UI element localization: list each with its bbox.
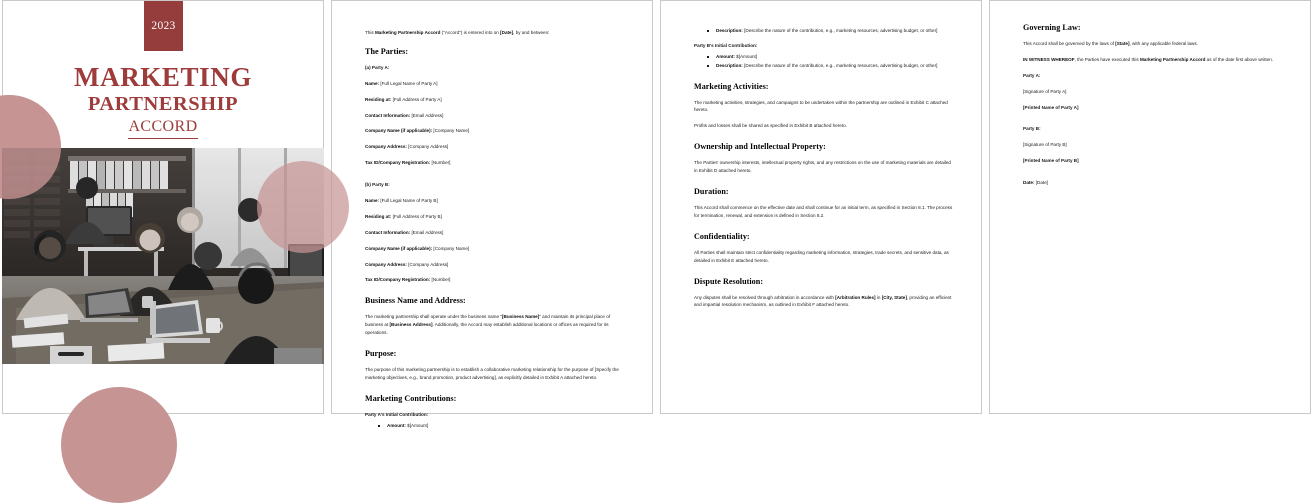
description-value: [Describe the nature of the contribution, e.g., marketing resources, advertising budget, or other]: [744, 62, 938, 68]
document-page-3[interactable]: [660, 0, 982, 414]
confidentiality-paragraph: All Parties shall maintain strict confidentiality regarding marketing information, strategies, trade secrets, and sensitive data, as detailed in Exhibit E attached hereto.: [694, 249, 949, 263]
text-segment: , with any applicable federal laws.: [1129, 41, 1198, 46]
ownership-paragraph: The Parties' ownership interests, intellectual property rights, and any restrictions on the use of marketing materials are detailed in Exhibit D attached hereto.: [694, 160, 951, 174]
description-label: Description:: [716, 28, 743, 33]
list-item: [365, 422, 624, 430]
amount-label: Amount:: [387, 422, 406, 428]
text-segment: The marketing partnership shall operate under the business name ": [365, 314, 502, 320]
duration-paragraph: This Accord shall commence on the effective date and shall continue for an initial term, as specified in Section 8.1. The process for termination, renewal, and extension is defined in Section 8.2.: [694, 205, 953, 218]
activities-paragraph-1: The marketing activities, strategies, and campaigns to be undertaken within the partnership are outlined in Exhibit C attached hereto.: [694, 99, 948, 113]
heading-governing-law: Governing Law:: [1023, 23, 1081, 32]
party-a-field-name: [365, 80, 624, 88]
governing-law-paragraph: [1023, 40, 1282, 48]
purpose-paragraph: The purpose of this marketing partnership is to establish a collaborative marketing relationship for the purpose of [Specify the marketing objectives, e.g., brand promotion, product advertising], as explicitly detailed in Exhibit A attached hereto.: [365, 367, 619, 380]
heading-purpose: Purpose:: [365, 349, 397, 359]
party-a-field-residing: [365, 96, 624, 104]
list-item: [694, 27, 953, 35]
text-segment: This Accord shall be governed by the laws of: [1023, 41, 1116, 46]
party-a-field-tax-id: [365, 159, 624, 167]
field-label: Name:: [365, 198, 380, 204]
printed-name-party-a[interactable]: [Printed Name of Party A]: [1023, 104, 1079, 110]
year-badge: 2023: [144, 1, 183, 51]
heading-marketing-activities: Marketing Activities:: [694, 81, 769, 91]
intro-paragraph: This Marketing Partnership Accord ("Accord") is entered into on [Date], by and between:: [365, 30, 550, 35]
heading-confidentiality: Confidentiality:: [694, 231, 750, 241]
text-segment: Any disputes shall be resolved through arbitration in accordance with: [694, 294, 836, 300]
party-b-field-name: [365, 197, 624, 205]
party-a-field-company-address: [365, 143, 624, 151]
text-segment: , the Parties have executed this: [1074, 56, 1140, 62]
page-2-content: [365, 29, 624, 437]
text-segment: . Additionally, the Accord may establish additional locations or offices as required for its operations.: [365, 322, 609, 336]
field-value: [Company Name]: [433, 128, 470, 134]
field-value: [Full Legal Name of Party B]: [380, 198, 438, 204]
date-value: [Date]: [1035, 180, 1049, 186]
page-4-content: [1023, 11, 1282, 195]
text-segment: " and maintain its principal place of business at: [365, 314, 611, 328]
description-label: Description:: [716, 62, 743, 68]
field-value: [Company Name]: [433, 245, 470, 251]
party-b-field-company-address: [365, 261, 624, 269]
field-value: [Email Address]: [411, 229, 444, 235]
party-b-field-company-name: [365, 245, 624, 253]
placeholder-state: [State]: [1115, 41, 1130, 46]
field-value: [Number]: [431, 160, 451, 166]
decorative-circle-bottom: [61, 387, 177, 503]
amount-value: $[Amount]: [736, 53, 758, 59]
placeholder-arbitration-rules: [Arbitration Rules]: [835, 294, 876, 300]
intro-bold-date: [Date]: [500, 30, 514, 35]
accord-name-bold: Marketing Partnership Accord: [1139, 56, 1206, 62]
field-label: Residing at:: [365, 96, 392, 102]
cover-title-line-3: ACCORD: [128, 117, 197, 139]
activities-paragraph-2: Profits and losses shall be shared as specified in Exhibit B attached hereto.: [694, 123, 847, 129]
document-page-1[interactable]: [2, 0, 324, 414]
cover-title-line-1: MARKETING: [74, 62, 252, 92]
business-paragraph: [365, 313, 624, 337]
description-value: [Describe the nature of the contribution, e.g., marketing resources, advertising budget, or other]: [744, 28, 938, 33]
field-label: Company Name (if applicable):: [365, 245, 433, 251]
field-label: Company Name (if applicable):: [365, 128, 433, 134]
field-label: Company Address:: [365, 261, 407, 267]
field-value: [Company Address]: [408, 144, 449, 150]
signature-party-a-label: Party A:: [1023, 72, 1041, 78]
date-label: Date:: [1023, 180, 1035, 186]
field-value: [Email Address]: [411, 112, 444, 118]
field-value: [Full Address of Party B]: [392, 213, 442, 219]
cover-title: [3, 63, 323, 139]
signature-party-b-label: Party B:: [1023, 126, 1041, 132]
field-label: Tax ID/Company Registration:: [365, 277, 431, 283]
party-a-description-list: [694, 27, 953, 35]
text-segment: , providing an efficient and impartial resolution mechanism, as outlined in Exhibit F attached hereto.: [694, 294, 952, 308]
field-label: Contact Information:: [365, 112, 411, 118]
field-label: Company Address:: [365, 144, 407, 150]
signature-party-b-line[interactable]: [Signature of Party B]: [1023, 142, 1067, 148]
witness-paragraph: [1023, 56, 1282, 64]
field-label: Contact Information:: [365, 229, 411, 235]
witness-whereof-label: IN WITNESS WHEREOF: [1023, 56, 1075, 62]
list-item: [694, 62, 953, 70]
field-value: [Number]: [431, 277, 451, 283]
placeholder-business-address: [Business Address]: [389, 322, 433, 328]
party-b-label: (b) Party B:: [365, 182, 390, 188]
text-segment: as of the date first above written.: [1205, 56, 1274, 62]
party-a-contribution-list: [365, 422, 624, 430]
party-b-contribution-label: Party B's Initial Contribution:: [694, 42, 758, 48]
placeholder-business-name: [Business Name]: [501, 314, 540, 320]
heading-duration: Duration:: [694, 187, 729, 197]
party-a-field-contact: [365, 112, 624, 120]
party-a-field-company-name: [365, 127, 624, 135]
cover-layout: [3, 1, 323, 413]
placeholder-city-state: [City, State]: [881, 294, 907, 300]
field-label: Name:: [365, 80, 380, 86]
field-value: [Company Address]: [408, 261, 449, 267]
date-field[interactable]: [1023, 179, 1282, 187]
party-a-label: (a) Party A:: [365, 64, 390, 70]
document-page-4[interactable]: [989, 0, 1311, 414]
field-label: Tax ID/Company Registration:: [365, 160, 431, 166]
dispute-paragraph: [694, 294, 953, 310]
party-b-field-contact: [365, 229, 624, 237]
heading-ownership-and-ip: Ownership and Intellectual Property:: [694, 142, 826, 152]
party-b-field-tax-id: [365, 276, 624, 284]
decorative-circle-right: [257, 161, 349, 253]
party-b-contribution-list: [694, 53, 953, 70]
party-b-field-residing: [365, 213, 624, 221]
printed-name-party-b[interactable]: [Printed Name of Party B]: [1023, 158, 1079, 164]
party-a-contribution-label: Party A's Initial Contribution:: [365, 411, 429, 417]
amount-label: Amount:: [716, 53, 735, 59]
page-3-content: [694, 27, 953, 317]
document-page-2[interactable]: [331, 0, 653, 428]
heading-the-parties: The Parties:: [365, 46, 409, 56]
cover-title-line-2: PARTNERSHIP: [87, 92, 239, 115]
heading-business-name-and-address: Business Name and Address:: [365, 296, 466, 306]
intro-bold-accord: Marketing Partnership Accord: [374, 30, 441, 35]
field-value: [Full Address of Party A]: [392, 96, 442, 102]
field-value: [Full Legal Name of Party A]: [380, 80, 438, 86]
heading-marketing-contributions: Marketing Contributions:: [365, 393, 457, 403]
amount-value: $[Amount]: [407, 422, 429, 428]
field-label: Residing at:: [365, 213, 392, 219]
heading-dispute-resolution: Dispute Resolution:: [694, 276, 764, 286]
signature-party-a-line[interactable]: [Signature of Party A]: [1023, 88, 1067, 94]
list-item: [694, 53, 953, 61]
text-segment: in: [875, 294, 882, 300]
